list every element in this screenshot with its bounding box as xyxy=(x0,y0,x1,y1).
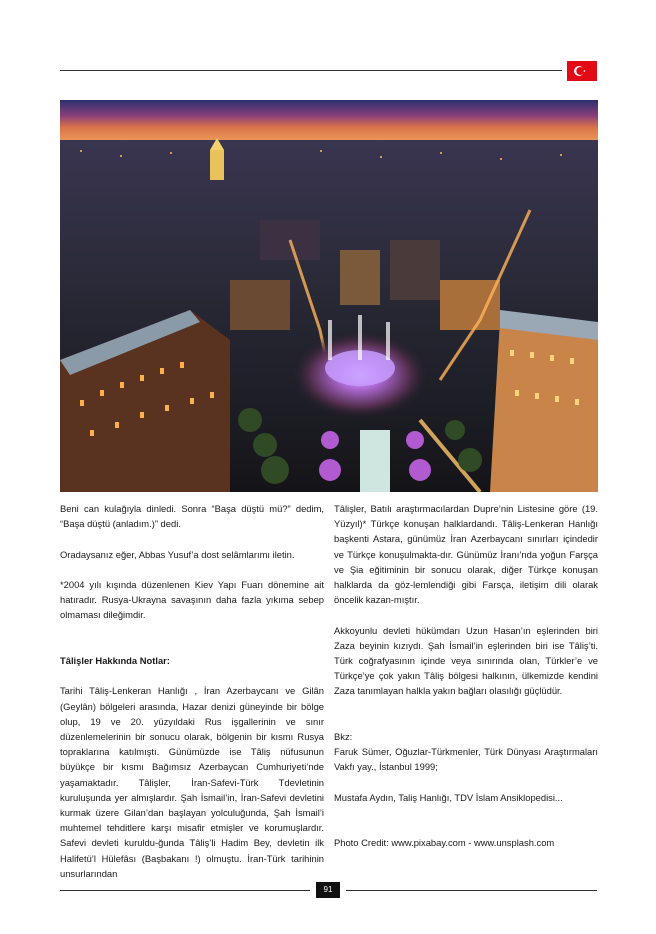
right-column xyxy=(334,501,598,851)
photo-credit: Photo Credit: www.pixabay.com - www.unsplash.com xyxy=(334,837,555,849)
bottom-rule-right xyxy=(346,890,597,891)
section-heading: Tâlişler Hakkında Notlar: xyxy=(60,654,170,666)
paragraph: *2004 yılı kışında düzenlenen Kiev Yapı Fuarı dönemine ait hatıradır. Rusya-Ukrayna savaşının daha fazla yıkıma sebep olmaması dileğimdir. xyxy=(60,578,324,621)
paragraph: Tâlişler, Batılı araştırmacılardan Dupre’nin Listesine göre (19. Yüzyıl)* Türkçe konuşan halklardandı. Tâliş-Lenkeran Hanlığı başkenti Astara, günümüz İran Azerbaycanı sınırları içindedir ve Türkçe konuşulmakta-dır. Günümüz İranı’nda yoğun Farşça ve Şia eğitiminin bir sonucu olarak, diğer Türkçe konuşan halklarda da göz-lemlendiği gibi Farsça, iletişim dili olarak öncelik kazan-mıştır. xyxy=(334,503,598,606)
city-night-photo xyxy=(60,100,598,492)
reference-item: Faruk Sümer, Oğuzlar-Türkmenler, Türk Dünyası Araştırmaları Vakfı yay., İstanbul 1999; xyxy=(334,746,598,773)
left-column xyxy=(60,501,324,881)
references-label: Bkz: xyxy=(334,731,353,742)
top-rule xyxy=(60,70,562,71)
page-number: 91 xyxy=(316,882,340,898)
turkey-flag-icon xyxy=(567,61,597,81)
paragraph: Oradaysanız eğer, Abbas Yusuf’a dost selâmlarımı iletin. xyxy=(60,548,295,560)
bottom-rule-left xyxy=(60,890,310,891)
paragraph: Akkoyunlu devleti hükümdarı Uzun Hasan’ın eşlerinden biri Zaza beyinin kızıydı. Şah İsmail’in eşlerinden biri ise Tâliş’ti. Türk coğrafyasının içinde veya sınırında olan, Türkler’e ve Türkçe’ye çok yakın Tâliş bölgesi halkının, ülkemizde kendini Zaza tanımlayan halkla yakın bağları olasılığı güçlüdür. xyxy=(334,624,598,697)
paragraph: Beni can kulağıyla dinledi. Sonra “Başa düştü mü?” dedim, “Başa düştü (anladım.)” dedi. xyxy=(60,503,324,530)
paragraph: Tarihi Tâliş-Lenkeran Hanlığı , İran Azerbaycanı ve Gilân (Geylân) bölgeleri arasında, Hazar denizi güneyinde bir bölge olup, 19 ve 20. yüzyıldaki Rus işgallerinin ve sınır düzenlemelerinin bir sonucu olarak, bölgenin bir kısmı Rusya topraklarına katılmıştı. Günümüzde ise Tâliş nüfusunun büyükçe bir kısmı Bağımsız Azerbaycan Cumhuriyeti’nde yaşamaktadır. Tâlişler, İran-Safevi-Türk Tdevletinin kuruluşunda yer almışlardır. Şah İsmail’in, İran-Safevi devletini kurmak üzere Gilan’dan başlayan yolculuğunda, Şah İsmail’i muhtemel tehditlere karşı misafir etmişler ve korumuşlardır. Safevi devleti kuruldu-ğunda Tâliş’li Hadim Bey, devletin ilk Halifetü’l Hülefâsı (Başbakanı !) olmuştu. İran-Türk tarihinin unsurlarından xyxy=(60,685,324,879)
reference-item: Mustafa Aydın, Taliş Hanlığı, TDV İslam Ansiklopedisi... xyxy=(334,791,563,803)
